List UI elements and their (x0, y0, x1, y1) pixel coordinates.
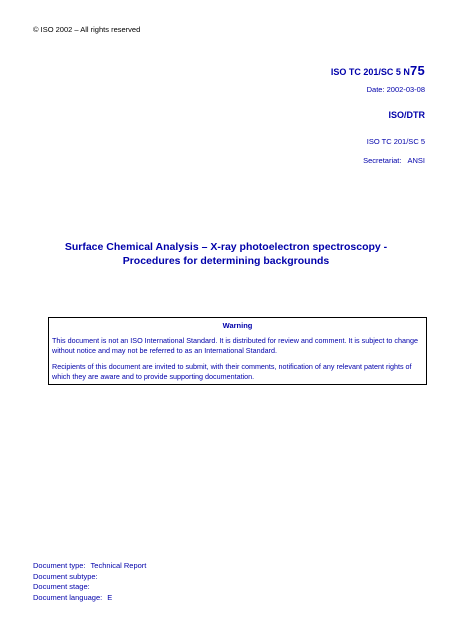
secretariat (363, 156, 425, 165)
secretariat-label: Secretariat: (363, 156, 402, 165)
document-type-value: Technical Report (90, 561, 147, 570)
committee-reference: ISO TC 201/SC 5 (366, 137, 425, 146)
warning-paragraph-1: This document is not an ISO International Standard. It is distributed for review and comment. It is subject to change without notice and may not be referred to as an International Standard. (52, 336, 418, 355)
warning-paragraph-2: Recipients of this document are invited to submit, with their comments, notification of any relevant patent rights of which they are aware and to provide supporting documentation. (52, 362, 412, 381)
document-language-value: E (107, 592, 113, 602)
reference-prefix: ISO TC 201/SC 5 N (330, 67, 410, 77)
document-reference (331, 63, 425, 78)
copyright-notice: © ISO 2002 – All rights reserved (33, 25, 141, 34)
document-type-row (33, 561, 146, 572)
document-title (0, 240, 452, 268)
document-kind: ISO/DTR (388, 110, 425, 120)
document-date: Date: 2002-03-08 (366, 85, 425, 94)
warning-heading: Warning (222, 321, 253, 330)
document-subtype-row (33, 572, 103, 583)
reference-number: 75 (409, 63, 425, 78)
title-line-1: Surface Chemical Analysis – X-ray photoelectron spectroscopy - (64, 241, 388, 253)
document-stage-label: Document stage: (33, 582, 90, 591)
document-language-row (33, 593, 112, 604)
title-line-2: Procedures for determining backgrounds (122, 255, 330, 267)
document-language-label: Document language: (33, 592, 103, 602)
warning-box (48, 317, 427, 385)
document-subtype-label: Document subtype: (33, 571, 98, 581)
secretariat-value: ANSI (407, 156, 425, 165)
document-stage-row (33, 582, 95, 593)
document-type-label: Document type: (33, 561, 86, 570)
